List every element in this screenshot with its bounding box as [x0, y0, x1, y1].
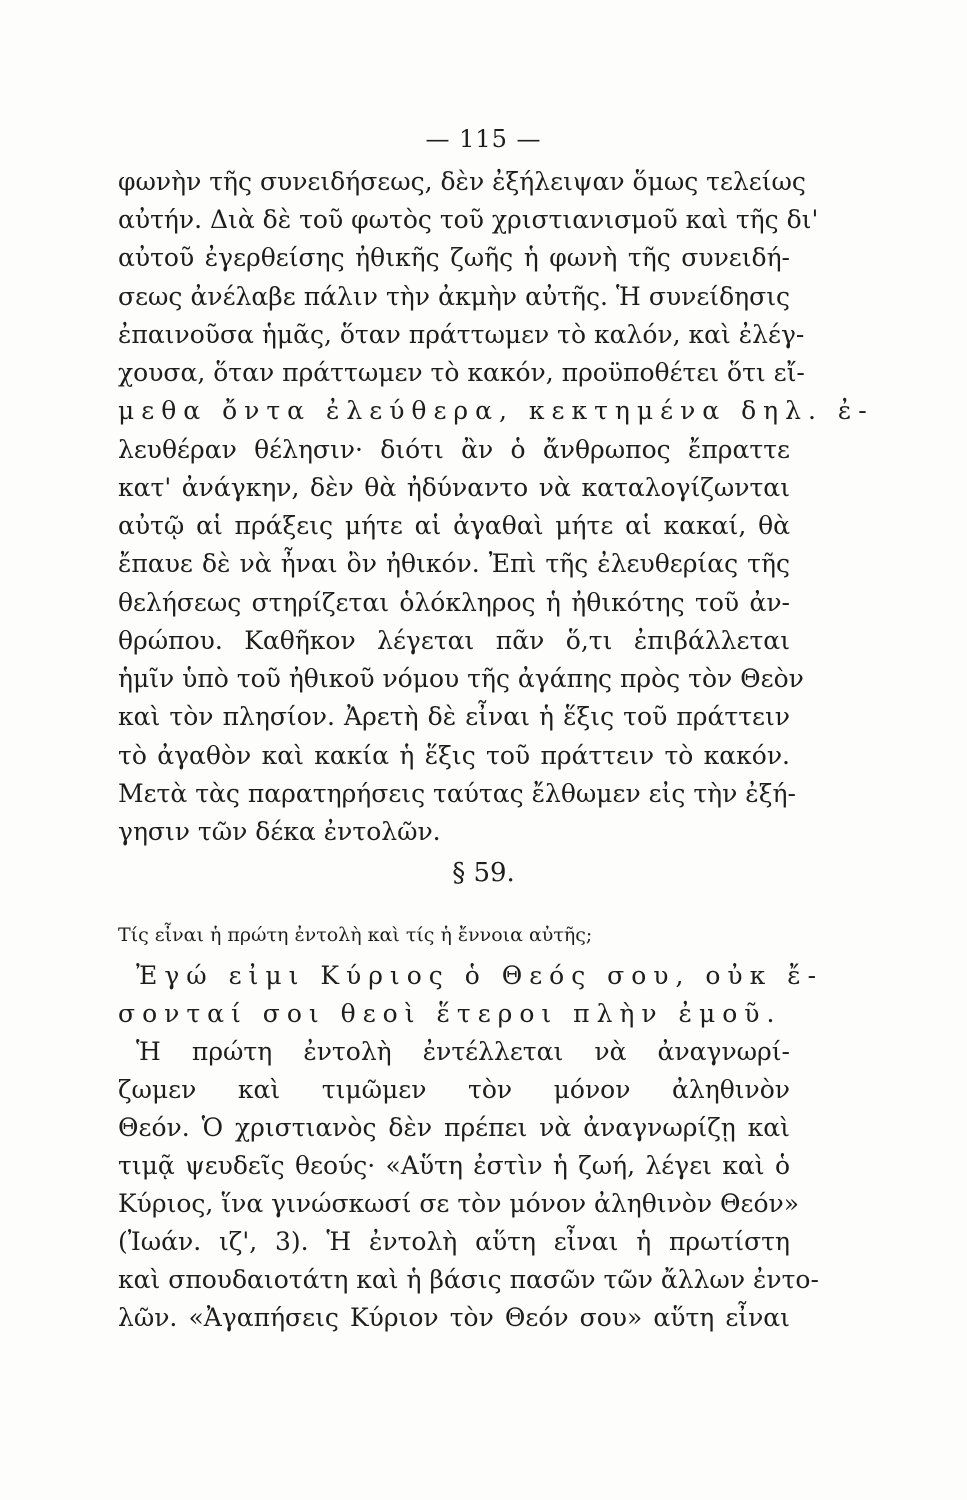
body-line: αὐτήν. Διὰ δὲ τοῦ φωτὸς τοῦ χριστιανισμοῦ καὶ τῆς δι' — [118, 205, 819, 234]
body-line: Θεόν. Ὁ χριστιανὸς δὲν πρέπει νὰ ἀναγνωρίζῃ καὶ — [118, 1113, 790, 1142]
body-line: αὐτοῦ ἐγερθείσης ἠθικῆς ζωῆς ἡ φωνὴ τῆς συνειδή- — [118, 243, 790, 272]
body-line: λῶν. «Ἀγαπήσεις Κύριον τὸν Θεόν σου» αὕτη εἶναι — [118, 1303, 790, 1332]
body-line: Ἡ πρώτη ἐντολὴ ἐντέλλεται νὰ ἀναγνωρί- — [136, 1037, 790, 1066]
body-line: Μετὰ τὰς παρατηρήσεις ταύτας ἔλθωμεν εἰς τὴν ἐξή- — [118, 779, 796, 808]
commandment-line: Ἐγώ εἰμι Κύριος ὁ Θεός σου, οὐκ ἔ- — [136, 961, 824, 990]
body-line: καὶ σπουδαιοτάτη καὶ ἡ βάσις πασῶν τῶν ἄλλων ἐντο- — [118, 1265, 819, 1294]
section-question: Τίς εἶναι ἡ πρώτη ἐντολὴ καὶ τίς ἡ ἔννοια αὐτῆς; — [118, 924, 593, 946]
body-line: καὶ τὸν πλησίον. Ἀρετὴ δὲ εἶναι ἡ ἕξις τοῦ πράττειν — [118, 702, 790, 731]
body-line: ἔπαυε δὲ νὰ ἦναι ὂν ἠθικόν. Ἐπὶ τῆς ἐλευθερίας τῆς — [118, 549, 790, 578]
body-line: κατ' ἀνάγκην, δὲν θὰ ἠδύναντο νὰ καταλογίζωνται — [118, 473, 790, 502]
body-line: τὸ ἀγαθὸν καὶ κακία ἡ ἕξις τοῦ πράττειν τὸ κακόν. — [118, 741, 790, 770]
body-line: γησιν τῶν δέκα ἐντολῶν. — [118, 817, 441, 846]
body-line: ἐπαινοῦσα ἡμᾶς, ὅταν πράττωμεν τὸ καλόν, καὶ ἐλέγ- — [118, 320, 805, 349]
body-line: αὐτῷ αἱ πράξεις μήτε αἱ ἀγαθαὶ μήτε αἱ κακαί, θὰ — [118, 511, 790, 540]
body-line: χουσα, ὅταν πράττωμεν τὸ κακόν, προϋποθέτει ὅτι εἴ- — [118, 358, 805, 387]
body-line: τιμᾷ ψευδεῖς θεούς· «Αὕτη ἐστὶν ἡ ζωή, λέγει καὶ ὁ — [118, 1151, 790, 1180]
body-line: σεως ἀνέλαβε πάλιν τὴν ἀκμὴν αὐτῆς. Ἡ συνείδησις — [118, 282, 790, 311]
body-line: φωνὴν τῆς συνειδήσεως, δὲν ἐξήλειψαν ὅμως τελείως — [118, 167, 806, 196]
body-line: μεθα ὄντα ἐλεύθερα, κεκτημένα δηλ. ἐ- — [118, 396, 874, 425]
body-line: ἡμῖν ὑπὸ τοῦ ἠθικοῦ νόμου τῆς ἀγάπης πρὸς τὸν Θεὸν — [118, 664, 804, 693]
section-heading: § 59. — [452, 858, 515, 888]
body-line: (Ἰωάν. ιζ', 3). Ἡ ἐντολὴ αὕτη εἶναι ἡ πρωτίστη — [118, 1227, 790, 1256]
page-number: — 115 — — [425, 125, 542, 153]
body-line: θρώπου. Καθῆκον λέγεται πᾶν ὅ,τι ἐπιβάλλεται — [118, 626, 790, 655]
body-line: ζωμεν καὶ τιμῶμεν τὸν μόνον ἀληθινὸν — [118, 1075, 790, 1104]
commandment-line: σονταί σοι θεοὶ ἕτεροι πλὴν ἐμοῦ. — [118, 999, 782, 1028]
body-line: λευθέραν θέλησιν· διότι ἂν ὁ ἄνθρωπος ἔπραττε — [118, 435, 790, 464]
body-line: θελήσεως στηρίζεται ὁλόκληρος ἡ ἠθικότης τοῦ ἀν- — [118, 588, 790, 617]
body-line: Κύριος, ἵνα γινώσκωσί σε τὸν μόνον ἀληθινὸν Θεόν» — [118, 1189, 799, 1218]
